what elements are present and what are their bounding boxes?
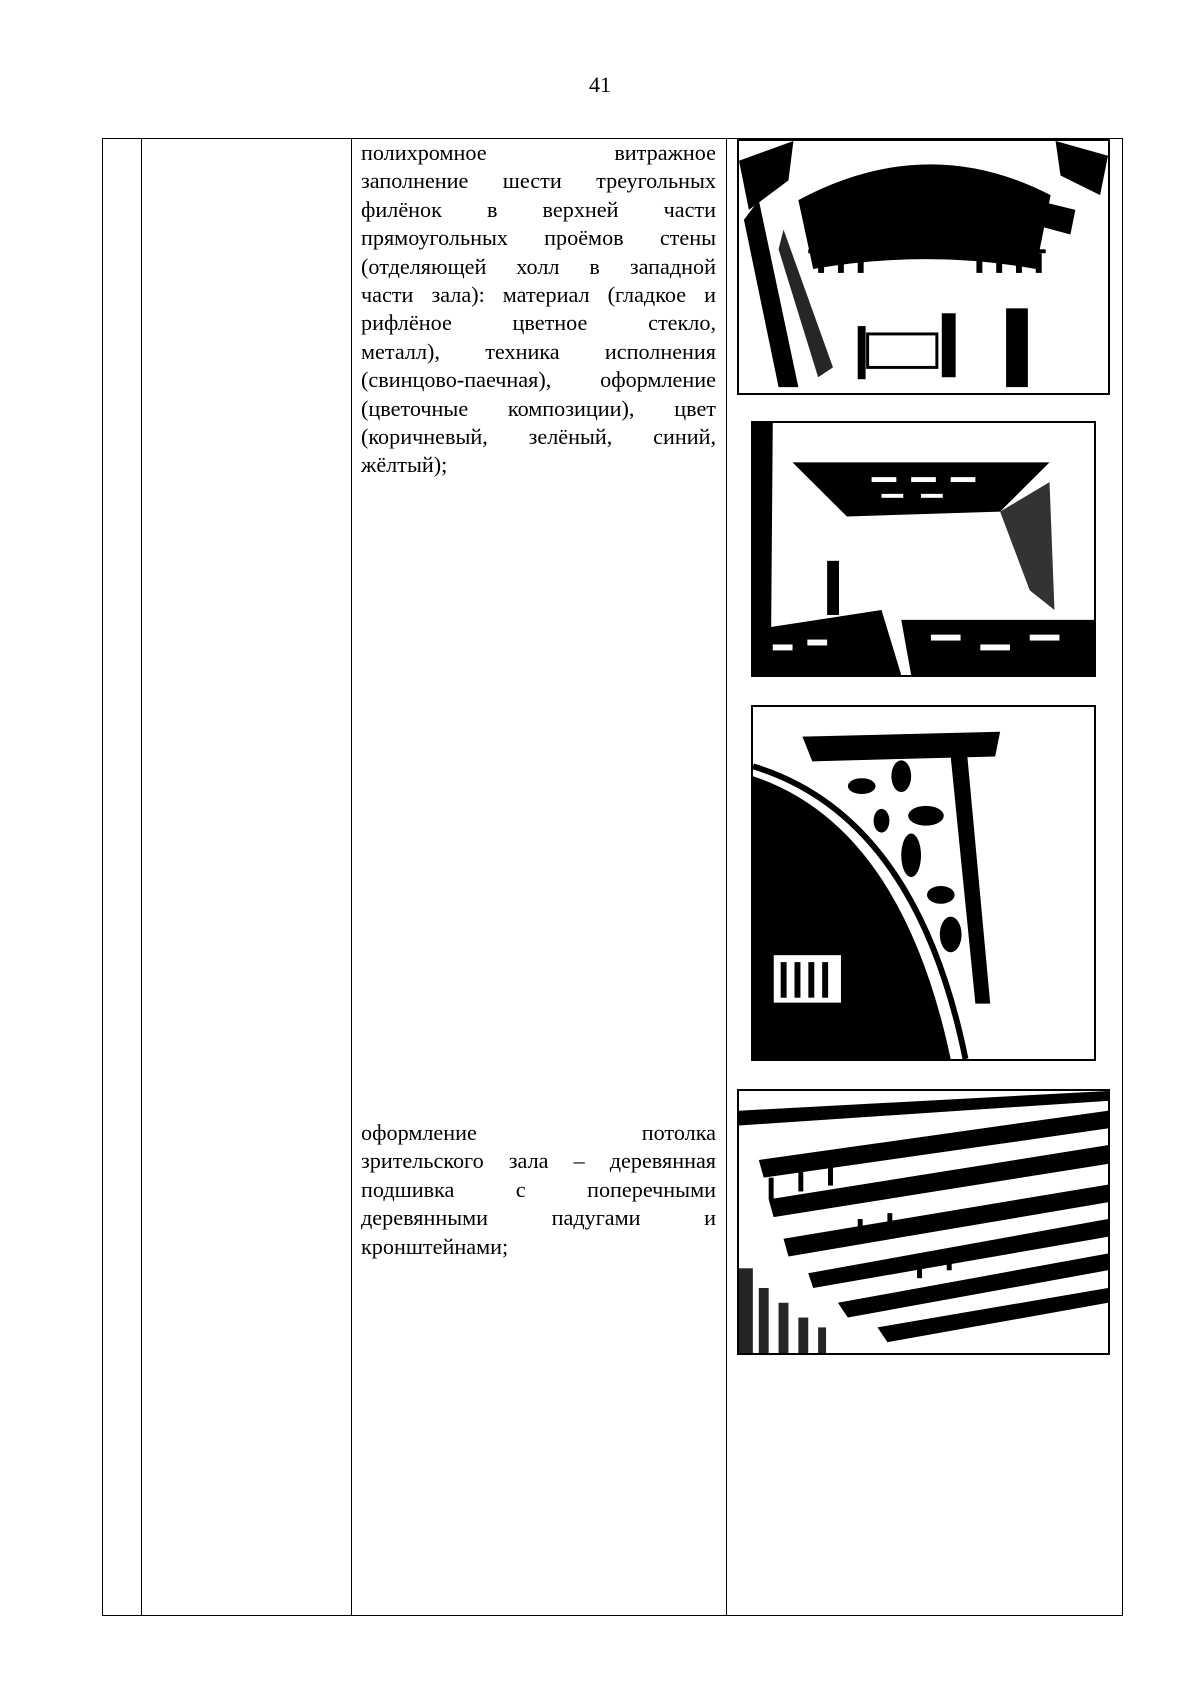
description-line: зрительского зала – деревянная — [361, 1148, 716, 1174]
photo-auditorium-seats — [751, 421, 1096, 677]
description-line: (отделяющей холл в западной — [361, 253, 716, 279]
description-line: рифлёное цветное стекло, — [361, 310, 716, 336]
description-line: (коричневый, зелёный, синий, — [361, 424, 716, 450]
description-ceiling — [361, 1119, 716, 1261]
description-line: жёлтый); — [361, 452, 448, 478]
description-line: деревянными падугами и — [361, 1205, 716, 1231]
column-divider-3 — [726, 139, 727, 1615]
description-stained-glass — [361, 139, 716, 480]
description-line: полихромное витражное — [361, 140, 716, 165]
description-line: оформление потолка — [361, 1120, 716, 1145]
description-line: кронштейнами; — [361, 1233, 509, 1259]
photo-hall-interior — [737, 139, 1110, 395]
page-number: 41 — [589, 72, 611, 97]
column-divider-2 — [351, 139, 352, 1615]
photo-stained-glass — [751, 705, 1096, 1061]
column-divider-1 — [141, 139, 142, 1615]
monument-elements-table — [102, 138, 1123, 1616]
description-line: части зала): материал (гладкое и — [361, 282, 716, 308]
description-line: подшивка с поперечными — [361, 1176, 716, 1202]
description-line: (свинцово-паечная), оформление — [361, 367, 716, 393]
description-line: металл), техника исполнения — [361, 338, 716, 364]
description-line: (цветочные композиции), цвет — [361, 395, 716, 421]
photo-ceiling-beams — [737, 1089, 1110, 1355]
description-line: прямоугольных проёмов стены — [361, 225, 716, 251]
description-line: заполнение шести треугольных — [361, 168, 716, 194]
description-line: филёнок в верхней части — [361, 196, 716, 222]
